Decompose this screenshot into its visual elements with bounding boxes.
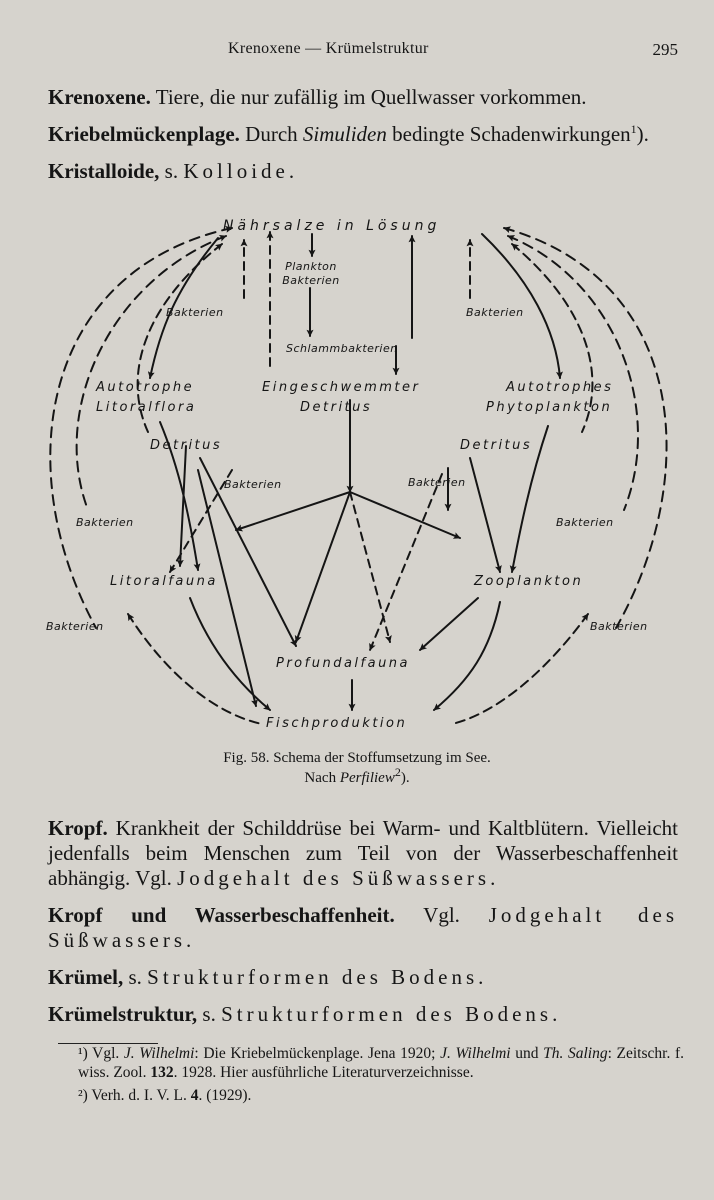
entry-text: . — [490, 866, 496, 890]
caption-text: ). — [400, 770, 410, 786]
entry-text: . — [186, 928, 192, 952]
cross-reference: Strukturformen des Bodens — [147, 965, 479, 989]
label-detritus-right: Detritus — [460, 438, 533, 453]
entry-term: Kristalloide, — [48, 159, 160, 183]
footnote-text: . (1929). — [198, 1087, 252, 1104]
label-bakterien-upper-right: Bakterien — [466, 306, 524, 319]
footnote-text: Verh. d. I. V. L. — [87, 1087, 191, 1104]
entries-bottom — [48, 816, 678, 1039]
label-phytoplankton: Phytoplankton — [486, 400, 613, 415]
arrow-center-fan-down-left — [296, 492, 350, 642]
entry-text: ). — [636, 122, 649, 146]
entry-krenoxene — [48, 84, 678, 111]
footnote-volume: 132 — [150, 1064, 174, 1081]
label-bakterien-mid-left: Bakterien — [224, 478, 282, 491]
arrow-litoralfauna-to-fisch — [190, 598, 270, 710]
entry-term: Kriebelmückenplage. — [48, 122, 240, 146]
footnote-text: : Die Kriebelmückenplage. Jena 1920; — [194, 1045, 441, 1062]
nutrient-cycle-diagram — [0, 210, 714, 750]
footnote-author: J. Wilhelmi — [440, 1045, 511, 1062]
arrow-center-fan-down-right — [350, 492, 390, 642]
footnote-1 — [58, 1044, 684, 1082]
entry-text: Vgl. — [394, 903, 489, 927]
label-profundalfauna: Profundalfauna — [276, 656, 411, 671]
caption-line-2 — [0, 765, 714, 788]
cross-reference: Strukturformen des Bodens — [221, 1002, 553, 1026]
caption-line-1: Fig. 58. Schema der Stoffumsetzung im See. — [223, 750, 491, 766]
entry-kriebelmueckenplage — [48, 121, 678, 148]
entry-kropf-wasser — [48, 903, 678, 953]
footnote-ref: 1 — [630, 122, 637, 136]
footnotes — [58, 1044, 684, 1109]
entry-term: Krenoxene. — [48, 85, 151, 109]
entry-text: bedingte Schadenwirkungen — [386, 122, 631, 146]
arrow-zooplankton-to-fisch — [434, 602, 500, 710]
entry-text: . — [288, 159, 295, 183]
entry-text: Tiere, die nur zufällig im Quellwasser vorkommen. — [150, 85, 587, 109]
arrow-zooplankton-to-profundal — [420, 598, 478, 650]
label-bakterien-low-left: Bakterien — [46, 620, 104, 633]
arrow-bakterien-lower-left — [128, 614, 262, 724]
footnote-volume: 4 — [190, 1087, 199, 1104]
label-bakterien-mid-right: Bakterien — [408, 476, 466, 489]
footnote-text: Vgl. — [87, 1045, 124, 1062]
footnote-author: Th. Saling — [543, 1045, 608, 1062]
label-zooplankton: Zooplankton — [474, 574, 584, 589]
entry-term: Krümelstruktur, — [48, 1002, 198, 1026]
label-litoralfauna: Litoralfauna — [110, 574, 218, 589]
label-autotrophes: Autotrophes — [506, 380, 614, 395]
entry-kruemelstruktur — [48, 1002, 678, 1027]
entry-term: Krümel, — [48, 965, 124, 989]
entry-text: Krankheit der Schilddrüse bei Warm- und Kaltblütern. Vielleicht jedenfalls beim Menschen zum Teil von der Wasserbeschaffenheit abhängig. Vgl. — [48, 816, 678, 890]
label-bakterien-upper-left: Bakterien — [166, 306, 224, 319]
entry-term: Kropf und Wasserbeschaffenheit. — [48, 903, 395, 927]
footnote-2 — [58, 1086, 684, 1105]
entry-text: Durch — [239, 122, 303, 146]
entry-text: . — [478, 965, 484, 989]
arrow-detritus-right-to-zooplankton — [470, 458, 500, 572]
footnote-ref: 2 — [394, 765, 401, 779]
page-number: 295 — [652, 40, 678, 59]
footnote-text: und — [510, 1045, 544, 1062]
entry-kropf — [48, 816, 678, 891]
caption-text: Nach — [304, 770, 340, 786]
entry-kristalloide — [48, 158, 678, 185]
entry-text: s. — [159, 159, 184, 183]
cross-reference: Kolloide — [183, 159, 289, 183]
footnote-marker: ²) — [78, 1087, 88, 1104]
label-bakterien-side-left: Bakterien — [76, 516, 134, 529]
entry-italic-term: Simuliden — [302, 122, 387, 146]
label-schlammbakterien: Schlammbakterien — [286, 342, 398, 355]
running-head — [0, 40, 714, 64]
figure-caption — [0, 748, 714, 788]
running-title: Krenoxene — Krümelstruktur — [228, 40, 429, 57]
label-fischproduktion: Fischproduktion — [266, 716, 408, 731]
arrow-dashed-bakterien-mid-right — [370, 474, 442, 650]
arrow-center-fan-left — [236, 492, 350, 530]
arrow-right-second-dashed — [508, 236, 638, 510]
entry-text: s. — [197, 1002, 222, 1026]
label-plankton: Plankton — [285, 260, 337, 273]
entry-text: . — [552, 1002, 558, 1026]
label-detritus-eingeschwemmt: Detritus — [300, 400, 373, 415]
entry-term: Kropf. — [48, 816, 108, 840]
label-detritus-left: Detritus — [150, 438, 223, 453]
label-bakterien-low-right: Bakterien — [590, 620, 648, 633]
footnote-text: . 1928. Hier ausführliche Literaturverzeichnisse. — [173, 1064, 474, 1081]
label-eingeschwemmter: Eingeschwemmter — [262, 380, 421, 395]
entry-kruemel — [48, 965, 678, 990]
cross-reference: Jodgehalt des Süßwassers — [177, 866, 491, 890]
label-plankton-bakterien: Bakterien — [282, 274, 340, 287]
footnote-marker: ¹) — [78, 1045, 88, 1062]
cross-reference: Jodgehalt des Süßwassers — [48, 903, 679, 952]
label-litoralflora: Litoralflora — [96, 400, 197, 415]
footnote-author: J. Wilhelmi — [123, 1045, 195, 1062]
label-autotrophe: Autotrophe — [96, 380, 195, 395]
arrow-center-fan-right — [350, 492, 460, 538]
entry-text: s. — [123, 965, 148, 989]
footnote-text: : Zeitschr. f. wiss. Zool. — [78, 1045, 684, 1081]
caption-author: Perfiliew — [339, 770, 395, 786]
label-naehrsalze: Nährsalze in Lösung — [223, 218, 441, 234]
entries-top — [48, 84, 678, 195]
label-bakterien-side-right: Bakterien — [556, 516, 614, 529]
